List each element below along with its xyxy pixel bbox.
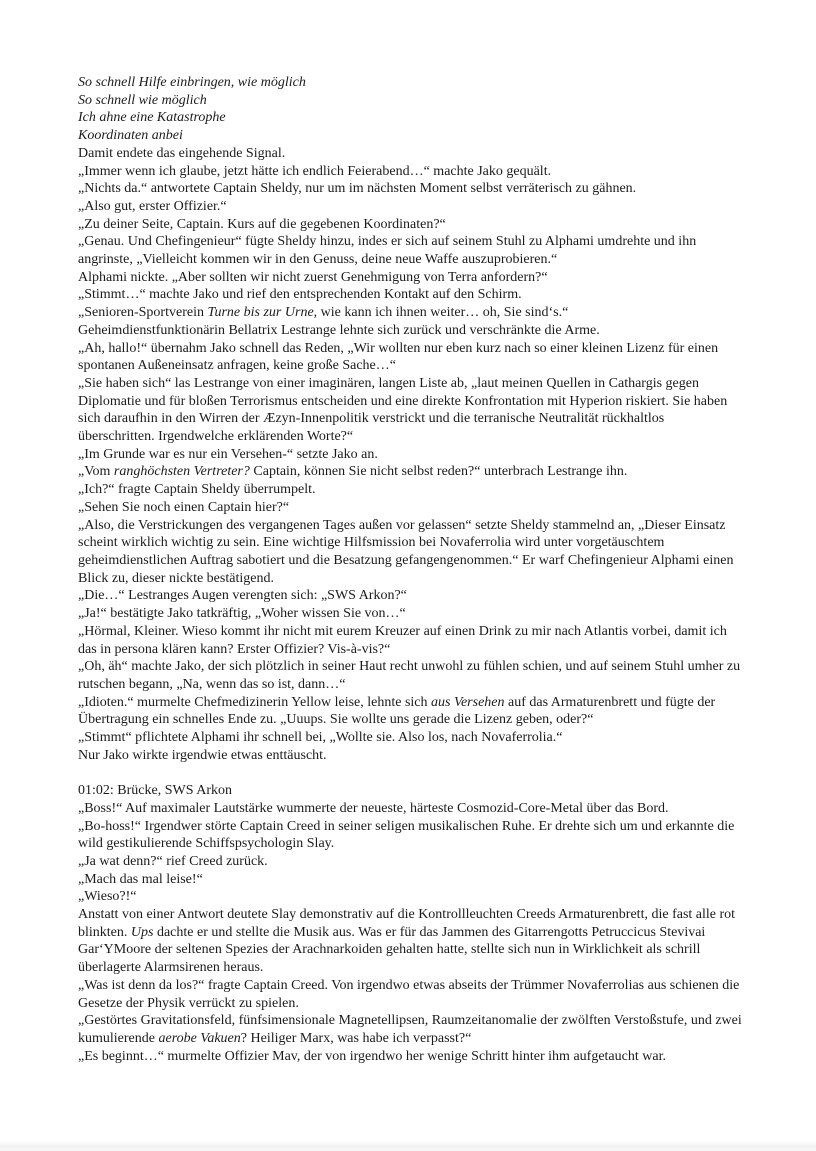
emphasis-text: Turne bis zur Urne	[207, 305, 314, 321]
text-run: „Gestörtes Gravitationsfeld, fünfsimensionale Magnetellipsen, Raumzeitanomalie der zwölften Verstoßstufe, und zwei kumulierende	[78, 1013, 742, 1046]
story-paragraph	[78, 977, 742, 1012]
story-paragraph	[78, 269, 742, 287]
signal-line	[78, 109, 742, 127]
text-run: „Es beginnt…“ murmelte Offizier Mav, der von irgendwo her wenige Schritt hinter ihm aufgetaucht war.	[78, 1048, 666, 1064]
story-paragraph	[78, 463, 742, 481]
blank-line	[78, 764, 742, 782]
text-run: „Sie haben sich“ las Lestrange von einer imaginären, langen Liste ab, „laut meinen Quellen in Cathargis gegen Diplomatie und für bloßen Terrorismus entscheiden und eine direkte Konfrontation mit Hyperion riskiert. Sie haben sich daraufhin in den Wirren der Æzyn-Innenpolitik verstrickt und die terranische Neutralität rückhaltlos überschritten. Irgendwelche erklärenden Worte?“	[78, 375, 728, 445]
emphasis-text: Ich ahne eine Katastrophe	[78, 110, 226, 126]
story-paragraph	[78, 216, 742, 234]
story-paragraph	[78, 198, 742, 216]
story-paragraph	[78, 658, 742, 693]
text-run: „Stimmt“ pflichtete Alphami ihr schnell bei, „Wollte sie. Also los, nach Novaferrolia.“	[78, 730, 563, 746]
story-paragraph	[78, 871, 742, 889]
scene-heading	[78, 782, 742, 800]
page-bottom-edge	[0, 1141, 816, 1151]
story-paragraph	[78, 818, 742, 853]
text-run: Alphami nickte. „Aber sollten wir nicht zuerst Genehmigung von Terra anfordern?“	[78, 269, 548, 285]
story-paragraph	[78, 623, 742, 658]
story-paragraph	[78, 800, 742, 818]
text-run: auf das Armaturenbrett und fügte der Übertragung ein schnelles Ende zu. „Uuups. Sie wollte uns gerade die Lizenz geben, oder?“	[78, 694, 716, 728]
text-run: „Ja!“ bestätigte Jako tatkräftig, „Woher wissen Sie von…“	[78, 606, 406, 622]
story-paragraph	[78, 304, 742, 322]
story-paragraph	[78, 587, 742, 605]
signal-line	[78, 74, 742, 92]
story-paragraph	[78, 747, 742, 765]
text-run: „Im Grunde war es nur ein Versehen-“ setzte Jako an.	[78, 446, 378, 462]
story-paragraph	[78, 499, 742, 517]
story-paragraph	[78, 1048, 742, 1066]
text-run: „Immer wenn ich glaube, jetzt hätte ich endlich Feierabend…“ machte Jako gequält.	[78, 163, 552, 179]
emphasis-text: aerobe Vakuen	[158, 1030, 241, 1046]
text-run: Damit endete das eingehende Signal.	[78, 145, 286, 161]
text-run: „Wieso?!“	[78, 889, 137, 905]
text-run: „Nichts da.“ antwortete Captain Sheldy, nur um im nächsten Moment selbst verräterisch zu gähnen.	[78, 181, 637, 197]
story-paragraph	[78, 888, 742, 906]
story-paragraph	[78, 446, 742, 464]
text-run: „Oh, äh“ machte Jako, der sich plötzlich in seiner Haut recht unwohl zu fühlen schien, und auf seinem Stuhl umher zu rutschen begann, „Na, wenn das so ist, dann…“	[78, 659, 741, 692]
story-paragraph	[78, 322, 742, 340]
text-run: „Boss!“ Auf maximaler Lautstärke wummerte der neueste, härteste Cosmozid-Core-Metal über das Bord.	[78, 800, 669, 816]
story-paragraph	[78, 853, 742, 871]
text-run: „Idioten.“ murmelte Chefmedizinerin Yellow leise, lehnte sich	[78, 694, 432, 710]
story-paragraph	[78, 694, 742, 729]
emphasis-text: aus Versehen	[431, 694, 505, 710]
text-run: , wie kann ich ihnen weiter… oh, Sie sind‘s.“	[313, 305, 569, 321]
text-run: „Zu deiner Seite, Captain. Kurs auf die gegebenen Koordinaten?“	[78, 216, 446, 232]
text-run: Nur Jako wirkte irgendwie etwas enttäuscht.	[78, 747, 327, 763]
story-paragraph	[78, 729, 742, 747]
story-paragraph	[78, 180, 742, 198]
story-paragraph	[78, 605, 742, 623]
text-run: „Stimmt…“ machte Jako und rief den entsprechenden Kontakt auf den Schirm.	[78, 287, 522, 303]
text-run: „Ah, hallo!“ übernahm Jako schnell das Reden, „Wir wollten nur eben kurz nach so einer kleinen Lizenz für einen spontanen Außeneinsatz anfragen, keine große Sache…“	[78, 340, 719, 374]
emphasis-text: So schnell Hilfe einbringen, wie möglich	[78, 75, 306, 90]
text-run: „Genau. Und Chefingenieur“ fügte Sheldy hinzu, indes er sich auf seinem Stuhl zu Alphami umdrehte und ihn angrinste, „Vielleicht kommen wir in den Genuss, deine neue Waffe auszuprobieren.“	[78, 234, 697, 268]
emphasis-text: ranghöchsten Vertreter?	[113, 464, 250, 480]
story-paragraph	[78, 233, 742, 268]
text-run: „Also gut, erster Offizier.“	[78, 198, 227, 214]
text-run: „Senioren-Sportverein	[78, 305, 208, 321]
text-run: „Die…“ Lestranges Augen verengten sich: „SWS Arkon?“	[78, 588, 407, 604]
text-run: „Mach das mal leise!“	[78, 871, 203, 887]
text-run: „Sehen Sie noch einen Captain hier?“	[78, 499, 290, 515]
emphasis-text: Koordinaten anbei	[78, 128, 183, 144]
signal-line	[78, 92, 742, 110]
text-run: „Vom	[78, 464, 114, 480]
story-paragraph	[78, 1012, 742, 1047]
text-run: Captain, können Sie nicht selbst reden?“ unterbrach Lestrange ihn.	[249, 464, 628, 480]
emphasis-text: Ups	[130, 924, 154, 940]
text-run: „Hörmal, Kleiner. Wieso kommt ihr nicht mit eurem Kreuzer auf einen Drink zu mir nach Atlantis vorbei, damit ich das in persona klären kann? Erster Offizier? Vis-à-vis?“	[78, 623, 727, 657]
text-run: „Was ist denn da los?“ fragte Captain Creed. Von irgendwo etwas abseits der Trümmer Novaferrolias aus schienen die Gesetze der Physik verrückt zu spielen.	[78, 977, 740, 1011]
story-paragraph	[78, 340, 742, 375]
text-run: 01:02: Brücke, SWS Arkon	[78, 783, 232, 799]
text-run: Anstatt von einer Antwort deutete Slay demonstrativ auf die Kontrollleuchten Creeds Armaturenbrett, die fast alle rot blinkten.	[78, 907, 736, 940]
story-paragraph	[78, 517, 742, 588]
signal-line	[78, 127, 742, 145]
emphasis-text: So schnell wie möglich	[78, 92, 207, 108]
story-paragraph	[78, 906, 742, 977]
text-run: „Bo-hoss!“ Irgendwer störte Captain Creed in seiner seligen musikalischen Ruhe. Er drehte sich um und erkannte die wild gestikulierende Schiffspsychologin Slay.	[78, 818, 735, 852]
story-paragraph	[78, 163, 742, 181]
story-paragraph	[78, 481, 742, 499]
text-run: Geheimdienstfunktionärin Bellatrix Lestrange lehnte sich zurück und verschränkte die Arme.	[78, 322, 600, 338]
story-body	[78, 74, 742, 1065]
story-paragraph	[78, 145, 742, 163]
story-paragraph	[78, 375, 742, 446]
text-run: dachte er und stellte die Musik aus. Was er für das Jammen des Gitarrengotts Petruccicus Stevivai Gar‘YMoore der seltenen Spezies der Arachnarkoiden gehalten hatte, stellte sich nun in Wirklichkeit als schrill überlagerte Alarmsirenen heraus.	[78, 924, 706, 976]
text-run: „Also, die Verstrickungen des vergangenen Tages außen vor gelassen“ setzte Sheldy stammelnd an, „Dieser Einsatz scheint wirklich wichtig zu sein. Eine wichtige Hilfsmission bei Novaferrolia wird unter vorgetäuschtem geheimdienstlichen Auftrag sabotiert und die Besatzung gefangengenommen.“ Er warf Chefingenieur Alphami einen Blick zu, dieser nickte bestätigend.	[78, 517, 734, 586]
text-run: ? Heiliger Marx, was habe ich verpasst?“	[240, 1030, 472, 1046]
text-run: „Ich?“ fragte Captain Sheldy überrumpelt.	[78, 482, 316, 498]
text-run: „Ja wat denn?“ rief Creed zurück.	[78, 853, 268, 869]
story-paragraph	[78, 286, 742, 304]
